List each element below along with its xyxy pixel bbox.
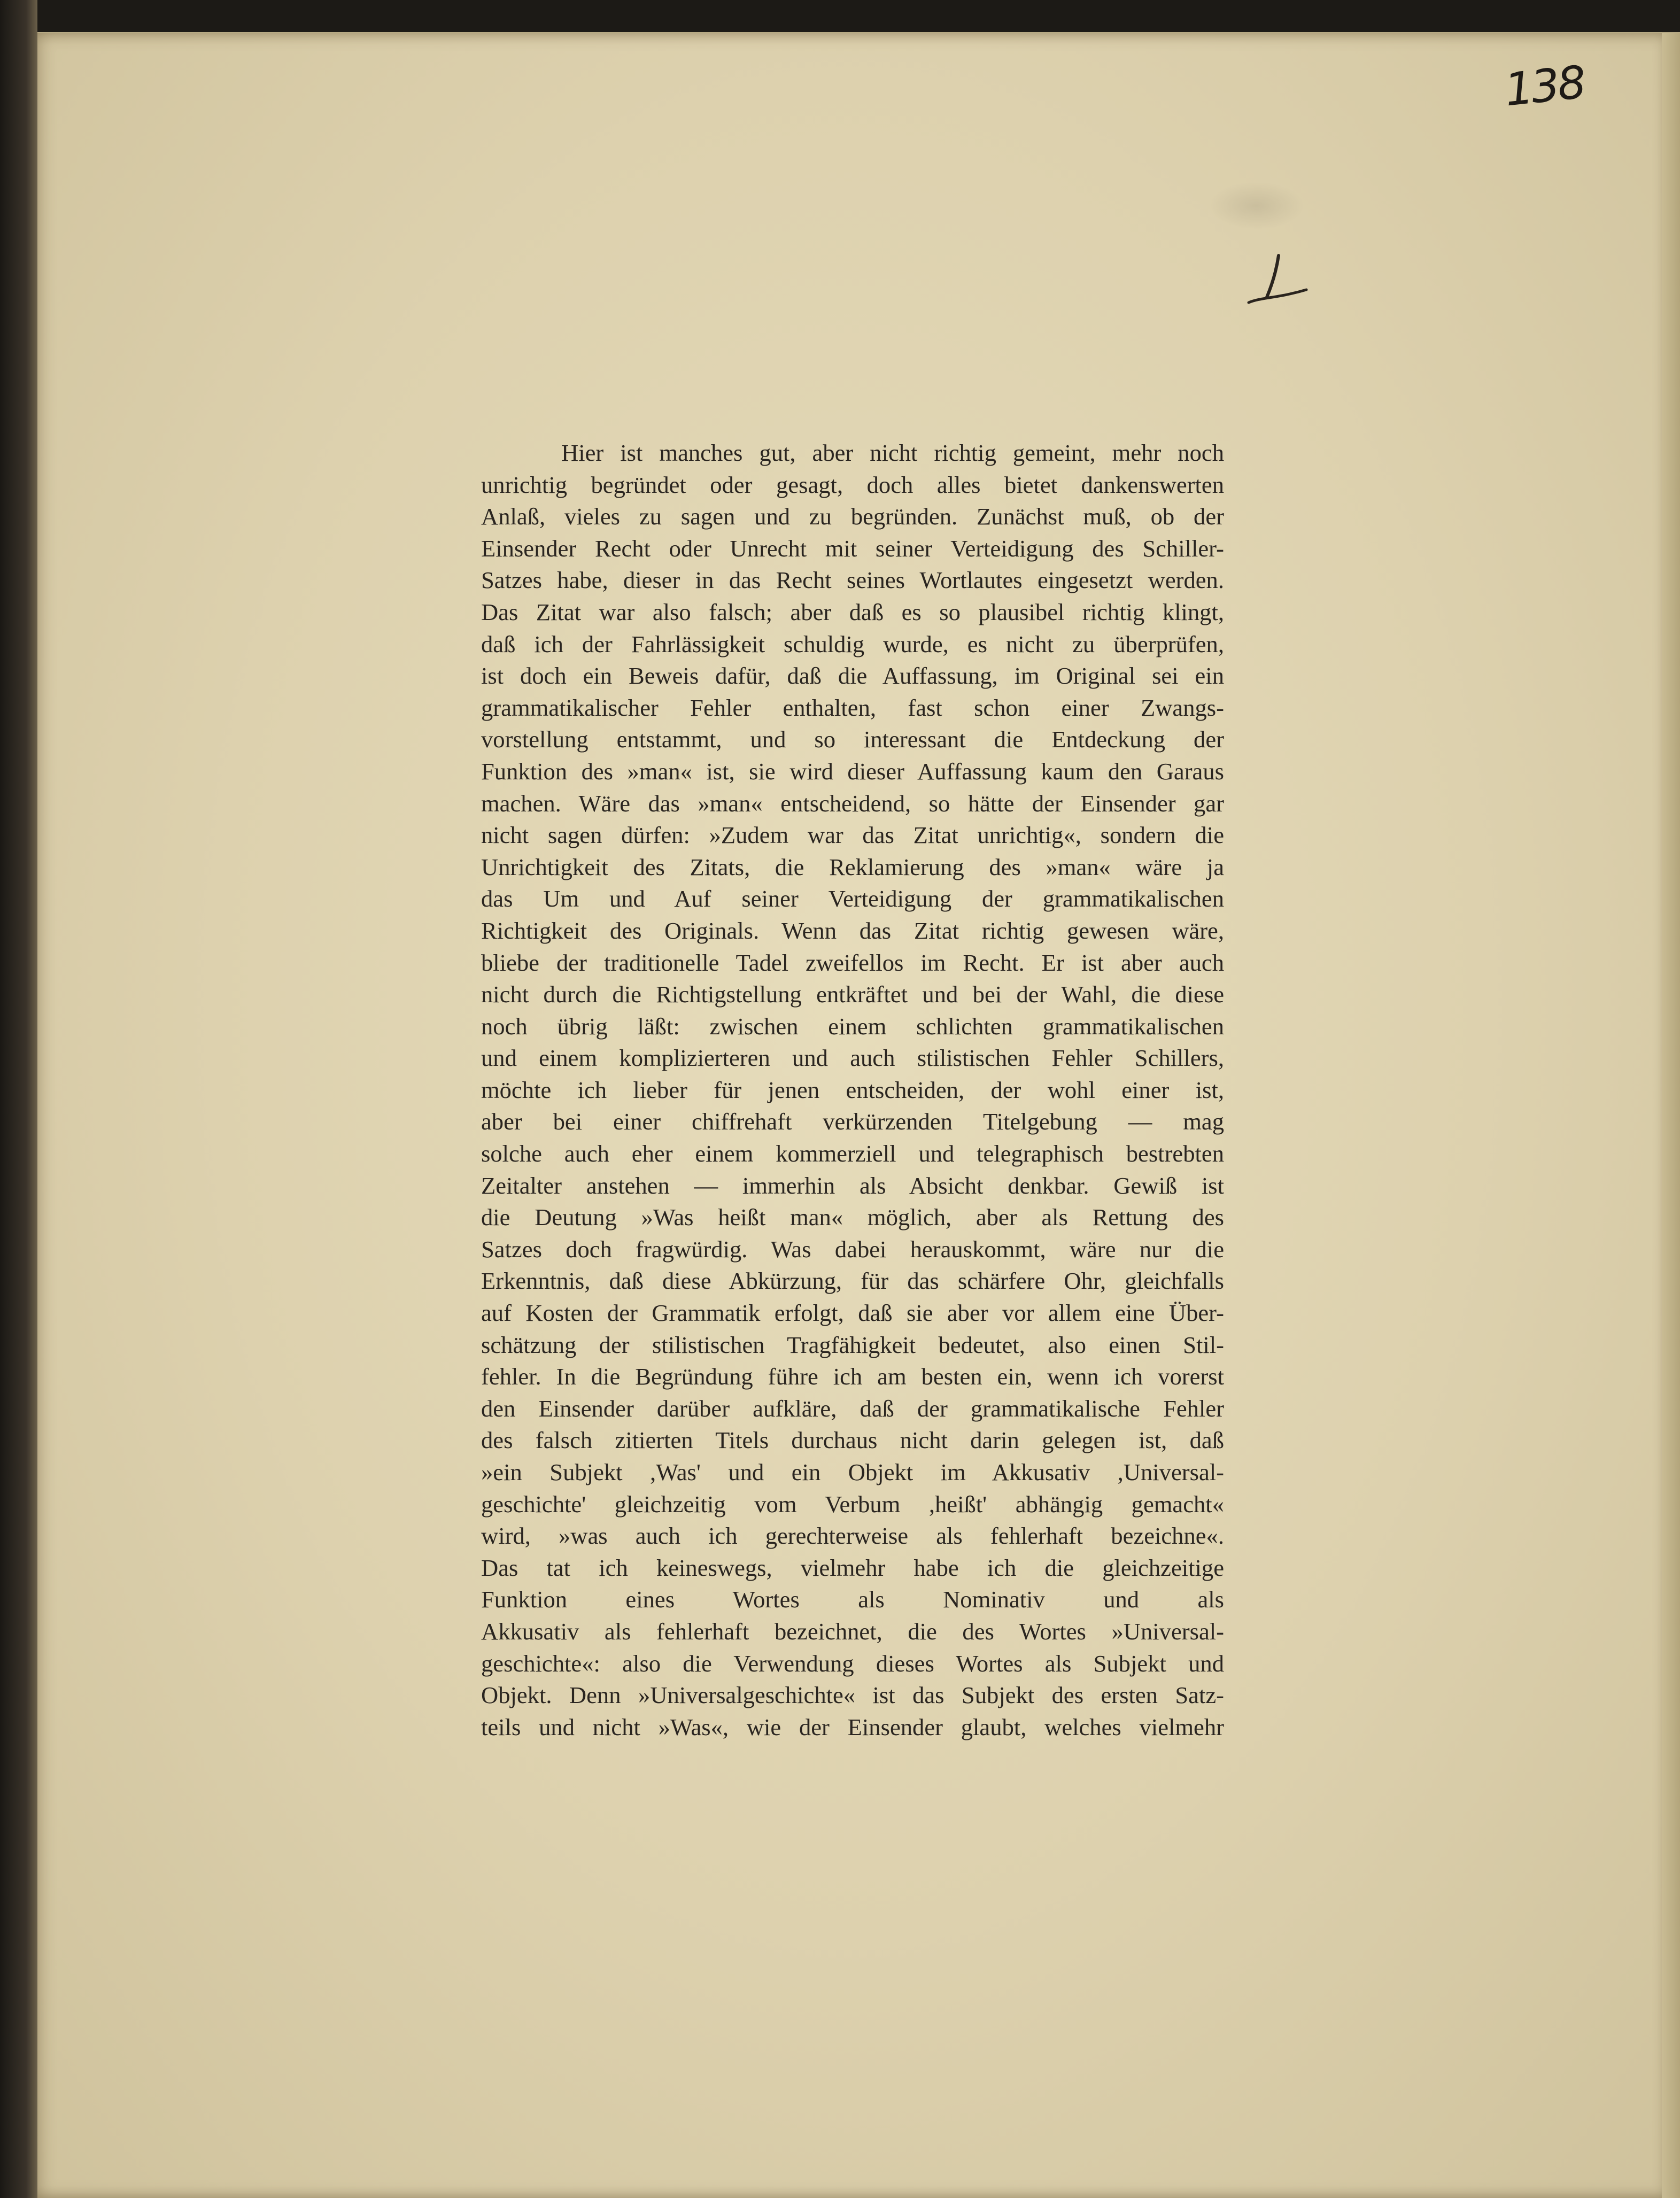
text-line: teils und nicht »Was«, wie der Einsender glaubt, welches vielmehr [481, 1713, 1224, 1740]
handwritten-mark-icon [1245, 251, 1310, 310]
folio-number: 138 [1502, 56, 1587, 117]
text-line: machen. Wäre das »man« entscheidend, so hätte der Einsender gar [481, 790, 1224, 817]
text-line: das Um und Auf seiner Verteidigung der grammatikalischen [481, 885, 1224, 912]
text-line: nicht sagen dürfen: »Zudem war das Zitat unrichtig«, sondern die [481, 822, 1224, 849]
text-line: »ein Subjekt ,Was' und ein Objekt im Akkusativ ,Universal- [481, 1459, 1224, 1485]
text-line: geschichte«: also die Verwendung dieses Wortes als Subjekt und [481, 1650, 1224, 1677]
text-line: den Einsender darüber aufkläre, daß der grammatikalische Fehler [481, 1395, 1224, 1422]
text-line: Funktion des »man« ist, sie wird dieser Auffassung kaum den Garaus [481, 757, 1224, 785]
text-line: Hier ist manches gut, aber nicht richtig gemeint, mehr noch [561, 439, 1224, 466]
text-line: wird, »was auch ich gerechterweise als fehlerhaft bezeichne«. [481, 1522, 1224, 1550]
text-line: und einem komplizierteren und auch stilistischen Fehler Schillers, [481, 1044, 1224, 1072]
text-line: Satzes doch fragwürdig. Was dabei herauskommt, wäre nur die [481, 1235, 1224, 1263]
text-line: Objekt. Denn »Universalgeschichte« ist das Subjekt des ersten Satz- [481, 1682, 1224, 1709]
text-line: die Deutung »Was heißt man« möglich, aber als Rettung des [481, 1204, 1224, 1231]
text-line: Erkenntnis, daß diese Abkürzung, für das schärfere Ohr, gleichfalls [481, 1267, 1224, 1295]
text-line: ist doch ein Beweis dafür, daß die Auffassung, im Original sei ein [481, 662, 1224, 690]
text-line: Zeitalter anstehen — immerhin als Absicht denkbar. Gewiß ist [481, 1172, 1224, 1199]
text-line: Akkusativ als fehlerhaft bezeichnet, die des Wortes »Universal- [481, 1617, 1224, 1645]
body-text [481, 437, 1224, 1743]
text-line: fehler. In die Begründung führe ich am besten ein, wenn ich vorerst [481, 1363, 1224, 1390]
text-line: nicht durch die Richtigstellung entkräftet und bei der Wahl, die diese [481, 981, 1224, 1008]
text-line: Das tat ich keineswegs, vielmehr habe ich die gleichzeitige [481, 1554, 1224, 1581]
text-line: des falsch zitierten Titels durchaus nicht darin gelegen ist, daß [481, 1427, 1224, 1454]
text-line: Funktion eines Wortes als Nominativ und als [481, 1586, 1224, 1613]
text-line: Das Zitat war also falsch; aber daß es so plausibel richtig klingt, [481, 598, 1224, 625]
text-line: schätzung der stilistischen Tragfähigkeit bedeutet, also einen Stil- [481, 1331, 1224, 1358]
text-line: geschichte' gleichzeitig vom Verbum ,heißt' abhängig gemacht« [481, 1490, 1224, 1518]
text-line: unrichtig begründet oder gesagt, doch alles bietet dankenswerten [481, 471, 1224, 498]
text-line: Satzes habe, dieser in das Recht seines Wortlautes eingesetzt werden. [481, 567, 1224, 594]
text-line: Unrichtigkeit des Zitats, die Reklamierung des »man« wäre ja [481, 853, 1224, 880]
text-line: Richtigkeit des Originals. Wenn das Zitat richtig gewesen wäre, [481, 917, 1224, 944]
text-line: noch übrig läßt: zwischen einem schlichten grammatikalischen [481, 1012, 1224, 1040]
sheet-right-edge [1662, 33, 1680, 2198]
ink-smudge [1208, 182, 1304, 230]
text-line: aber bei einer chiffrehaft verkürzenden Titelgebung — mag [481, 1108, 1224, 1135]
text-line: möchte ich lieber für jenen entscheiden, der wohl einer ist, [481, 1076, 1224, 1103]
text-line: bliebe der traditionelle Tadel zweifellos im Recht. Er ist aber auch [481, 949, 1224, 976]
text-line: daß ich der Fahrlässigkeit schuldig wurde, es nicht zu überprüfen, [481, 630, 1224, 657]
book-spine [0, 0, 37, 2198]
text-line: Anlaß, vieles zu sagen und zu begründen. Zunächst muß, ob der [481, 503, 1224, 530]
text-line: solche auch eher einem kommerziell und telegraphisch bestrebten [481, 1140, 1224, 1167]
text-line: vorstellung entstammt, und so interessant die Entdeckung der [481, 726, 1224, 753]
text-line: grammatikalischer Fehler enthalten, fast schon einer Zwangs- [481, 694, 1224, 721]
text-line: auf Kosten der Grammatik erfolgt, daß sie aber vor allem eine Über- [481, 1299, 1224, 1327]
text-line: Einsender Recht oder Unrecht mit seiner Verteidigung des Schiller- [481, 535, 1224, 562]
